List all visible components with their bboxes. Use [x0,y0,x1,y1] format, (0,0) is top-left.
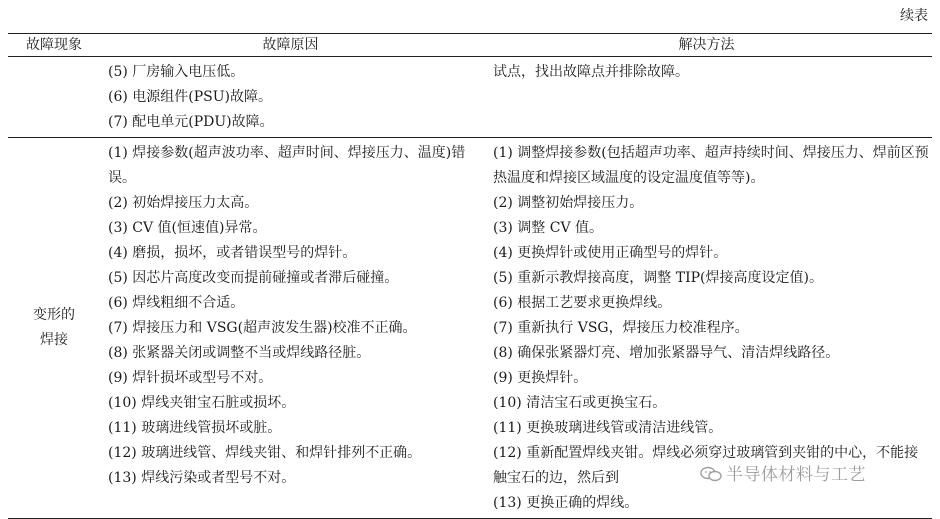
cause-item: (12) 玻璃进线管、焊线夹钳、和焊针排列不正确。 [108,445,422,461]
continued-label: 续表 [900,8,928,24]
symptom-line: 变形的 [33,307,75,323]
cause-item: (1) 焊接参数(超声波功率、超声时间、焊接压力、温度)错误。 [108,145,466,186]
cause-item: (13) 焊线污染或者型号不对。 [108,470,296,486]
table-header-row [8,34,932,57]
solution-item: (10) 清洁宝石或更换宝石。 [493,395,667,411]
solution-item: (9) 更换焊针。 [493,370,588,386]
cause-item: (11) 玻璃进线管损坏或脏。 [108,420,282,436]
solution-item: (7) 重新执行 VSG，焊接压力校准程序。 [493,320,749,336]
cause-item: (10) 焊线夹钳宝石脏或损坏。 [108,395,296,411]
solution-item: (5) 重新示教焊接高度，调整 TIP(焊接高度设定值)。 [493,270,823,286]
symptom-cell [8,57,100,138]
header-cause: 故障原因 [100,34,481,57]
watermark [700,460,866,485]
watermark-text: 半导体材料与工艺 [726,465,866,485]
cause-item: (7) 焊接压力和 VSG(超声波发生器)校准不正确。 [108,320,417,336]
header-solution: 解决方法 [481,34,932,57]
cause-item: (4) 磨损，损坏，或者错误型号的焊针。 [108,245,357,261]
solution-item: (6) 根据工艺要求更换焊线。 [493,295,672,311]
cause-item: (6) 电源组件(PSU)故障。 [108,89,273,105]
wechat-icon [700,466,722,482]
cause-item: (8) 张紧器关闭或调整不当或焊线路径脏。 [108,345,371,361]
cause-item: (6) 焊线粗细不合适。 [108,295,245,311]
solution-item: (3) 调整 CV 值。 [493,220,604,236]
cause-cell [100,138,481,519]
header-symptom: 故障现象 [8,34,100,57]
cause-item: (3) CV 值(恒速值)异常。 [108,220,267,236]
solution-item: (11) 更换玻璃进线管或清洁进线管。 [493,420,723,436]
cause-item: (5) 因芯片高度改变而提前碰撞或者滞后碰撞。 [108,270,399,286]
cause-cell [100,57,481,138]
solution-item: (12) 重新配置焊线夹钳。焊线必须穿过玻璃管到夹钳的中心，不能接触宝石的边，然后到 [493,445,919,486]
symptom-cell [8,138,100,519]
solution-item: (13) 更换正确的焊线。 [493,495,639,511]
solution-item: 试点，找出故障点并排除故障。 [493,64,689,80]
solution-item: (8) 确保张紧器灯亮、增加张紧器导气、清洁焊线路径。 [493,345,840,361]
solution-item: (1) 调整焊接参数(包括超声功率、超声持续时间、焊接压力、焊前区预热温度和焊接区域温度的设定温度值等等)。 [493,145,929,186]
cause-item: (9) 焊针损坏或型号不对。 [108,370,273,386]
symptom-line: 焊接 [40,332,68,348]
fault-table [8,33,932,519]
table-row-group-1 [8,57,932,138]
cause-item: (2) 初始焊接压力太高。 [108,195,259,211]
cause-item: (5) 厂房输入电压低。 [108,64,245,80]
solution-item: (2) 调整初始焊接压力。 [493,195,644,211]
cause-item: (7) 配电单元(PDU)故障。 [108,114,274,130]
solution-cell [481,57,932,138]
solution-item: (4) 更换焊针或使用正确型号的焊针。 [493,245,728,261]
